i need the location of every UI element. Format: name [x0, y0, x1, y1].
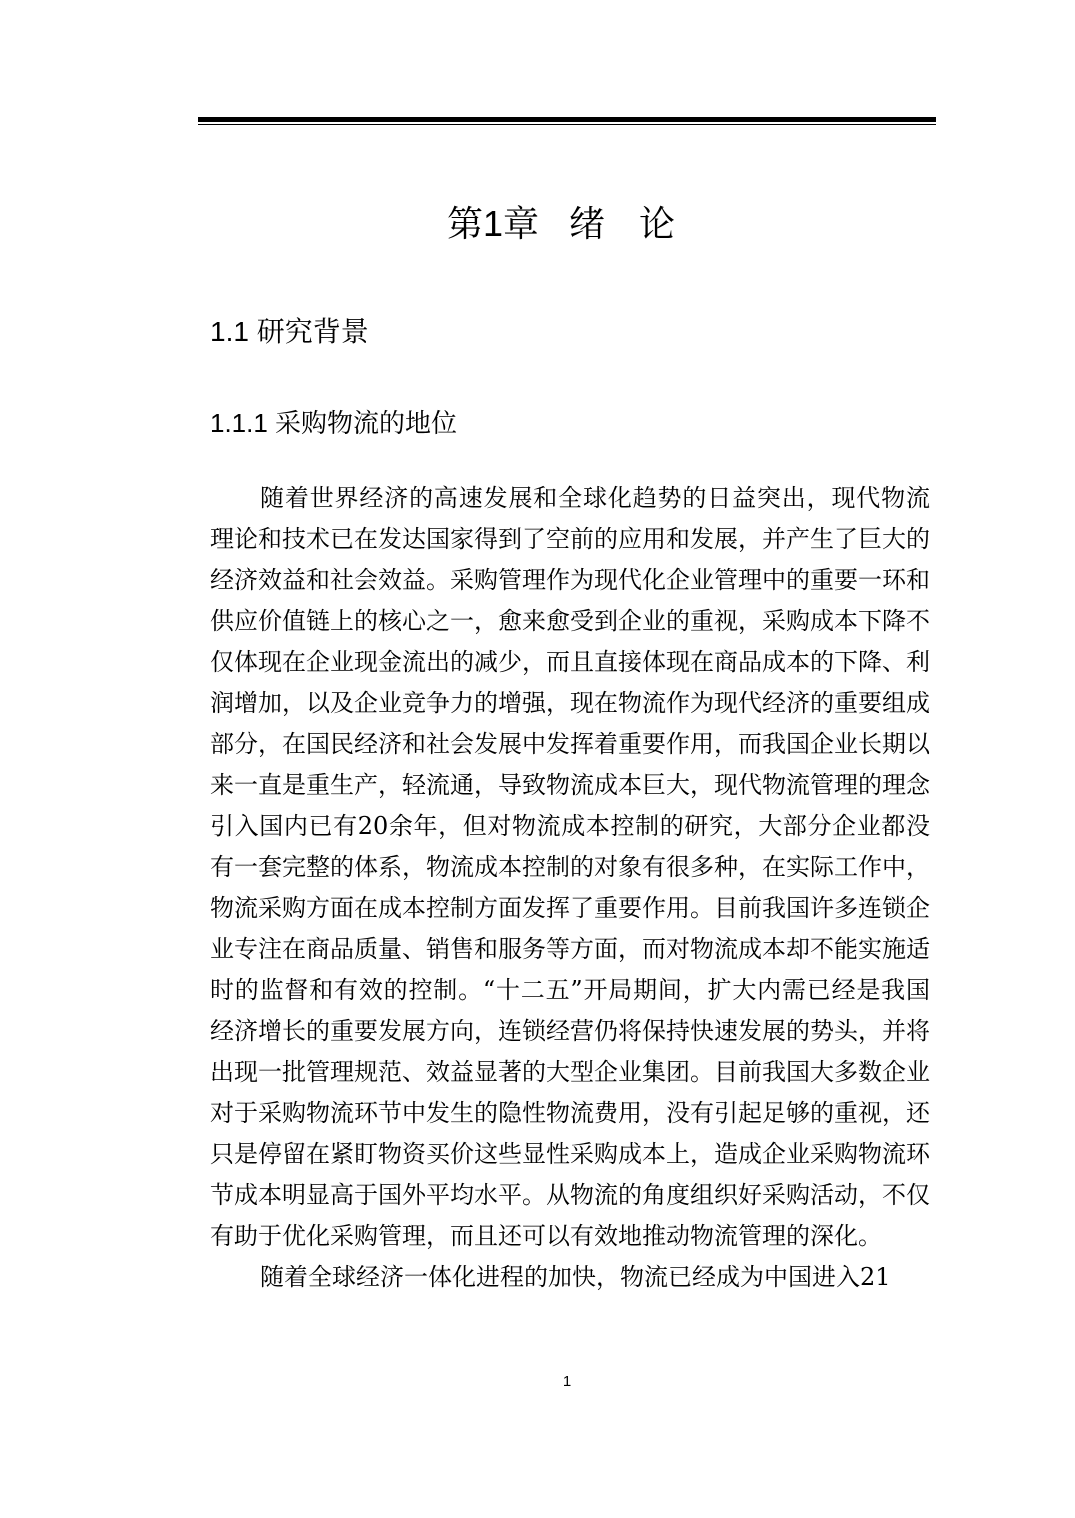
section-heading: 1.1 研究背景 — [210, 316, 369, 347]
subsection-heading: 1.1.1 采购物流的地位 — [210, 408, 458, 438]
page-number: 1 — [562, 1373, 572, 1390]
chapter-title — [198, 196, 936, 252]
chapter-name: 绪 论 — [569, 203, 688, 244]
header-rule-thin — [198, 124, 936, 125]
header-rule-thick — [198, 117, 936, 122]
chapter-number: 第1章 — [446, 203, 539, 244]
body-text — [210, 478, 930, 1298]
paragraph-2: 随着全球经济一体化进程的加快，物流已经成为中国进入21 — [260, 1263, 891, 1291]
paragraph-1: 随着世界经济的高速发展和全球化趋势的日益突出，现代物流理论和技术已在发达国家得到了空前的应用和发展，并产生了巨大的经济效益和社会效益。采购管理作为现代化企业管理中的重要一环和供应价值链上的核心之一，愈来愈受到企业的重视，采购成本下降不仅体现在企业现金流出的减少，而且直接体现在商品成本的下降、利润增加，以及企业竞争力的增强，现在物流作为现代经济的重要组成部分，在国民经济和社会发展中发挥着重要作用，而我国企业长期以来一直是重生产，轻流通，导致物流成本巨大，现代物流管理的理念引入国内已有20余年，但对物流成本控制的研究，大部分企业都没有一套完整的体系，物流成本控制的对象有很多种，在实际工作中，物流采购方面在成本控制方面发挥了重要作用。目前我国许多连锁企业专注在商品质量、销售和服务等方面，而对物流成本却不能实施适时的监督和有效的控制。“十二五”开局期间，扩大内需已经是我国经济增长的重要发展方向，连锁经营仍将保持快速发展的势头，并将出现一批管理规范、效益显著的大型企业集团。目前我国大多数企业对于采购物流环节中发生的隐性物流费用，没有引起足够的重视，还只是停留在紧盯物资买价这些显性采购成本上，造成企业采购物流环节成本明显高于国外平均水平。从物流的角度组织好采购活动，不仅有助于优化采购管理，而且还可以有效地推动物流管理的深化。 — [210, 484, 930, 1250]
